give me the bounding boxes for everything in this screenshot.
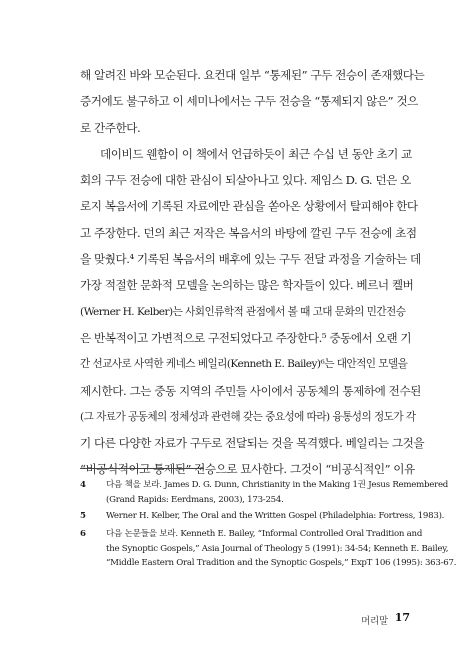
body-line: 을 맞췄다.⁴ 기록된 복음서의 배후에 있는 구두 전달 과정을 기술하는 데 [80,252,421,267]
page-number: 17 [394,611,410,624]
body-text [80,62,425,483]
body-line: 해 알려진 바와 모순된다. 요컨대 일부 “통제된” 구두 전승이 존재했다는 [80,68,425,82]
body-line: (그 자료가 공동체의 정체성과 관련해 갖는 중요성에 따라) 융통성의 정도가 각 [80,410,416,423]
footnote-line: 다음 논문들을 보라. Kenneth E. Bailey, “Informal Controlled Oral Tradition and [106,529,423,539]
footnote-line: (Grand Rapids: Eerdmans, 2003), 173-254. [106,494,284,505]
footnote-line: the Synoptic Gospels,” Asia Journal of Theology 5 (1991): 34-54; Kenneth E. Bailey, [106,543,449,554]
footnote-6 [80,527,457,571]
footnote-divider [80,468,204,469]
footnote-line: 다음 책을 보라. James D. G. Dunn, Christianity in the Making 1권 Jesus Remembered [106,480,449,490]
footnote-4 [80,478,449,507]
body-line: 고 주장한다. 던의 최근 저작은 복음서의 바탕에 깔린 구두 전승에 초점 [80,225,417,240]
body-line: 로지 복음서에 기록된 자료에만 관심을 쏟아온 상황에서 탈피해야 한다 [80,199,418,214]
running-head: 머리말 [361,616,388,627]
footnote-5 [80,509,445,524]
footnote-number: 5 [80,511,86,521]
body-line: 간 선교사로 사역한 케네스 베일리(Kenneth E. Bailey)⁶는 대안적인 모델을 [80,358,408,371]
footnote-line: “Middle Eastern Oral Tradition and the Synoptic Gospels,” ExpT 106 (1995): 363-67. [106,558,457,569]
body-line: 은 반복적이고 가변적으로 구전되었다고 주장한다.⁵ 중동에서 오랜 기 [80,330,412,345]
body-line: 기 다른 다양한 자료가 구두로 전달되는 것을 목격했다. 베일리는 그것을 [80,436,425,451]
body-line: “비공식적이고 통제된” 전승으로 묘사한다. 그것이 “비공식적인” 이유 [80,462,415,477]
footnote-line: Werner H. Kelber, The Oral and the Written Gospel (Philadelphia: Fortress, 1983). [106,511,445,521]
body-line: 데이비드 웬함이 이 책에서 언급하듯이 최근 수십 년 동안 초기 교 [100,146,412,161]
body-line: 제시한다. 그는 중동 지역의 주민들 사이에서 공동체의 통제하에 전수된 [80,383,421,398]
body-line: 로 간주한다. [80,120,141,135]
body-line: (Werner H. Kelber)는 사회인류학적 관점에서 볼 때 고대 문화의 민간전승 [80,305,406,318]
footnote-number: 4 [80,480,86,490]
footnote-number: 6 [80,529,86,539]
body-line: 증거에도 불구하고 이 세미나에서는 구두 전승을 “통제되지 않은” 것으 [80,94,418,109]
body-line: 회의 구두 전승에 대한 관심이 되살아나고 있다. 제임스 D. G. 던은 오 [80,173,411,188]
body-line: 가장 적절한 문화적 모델을 논의하는 많은 학자들이 있다. 베르너 켈버 [80,278,414,293]
